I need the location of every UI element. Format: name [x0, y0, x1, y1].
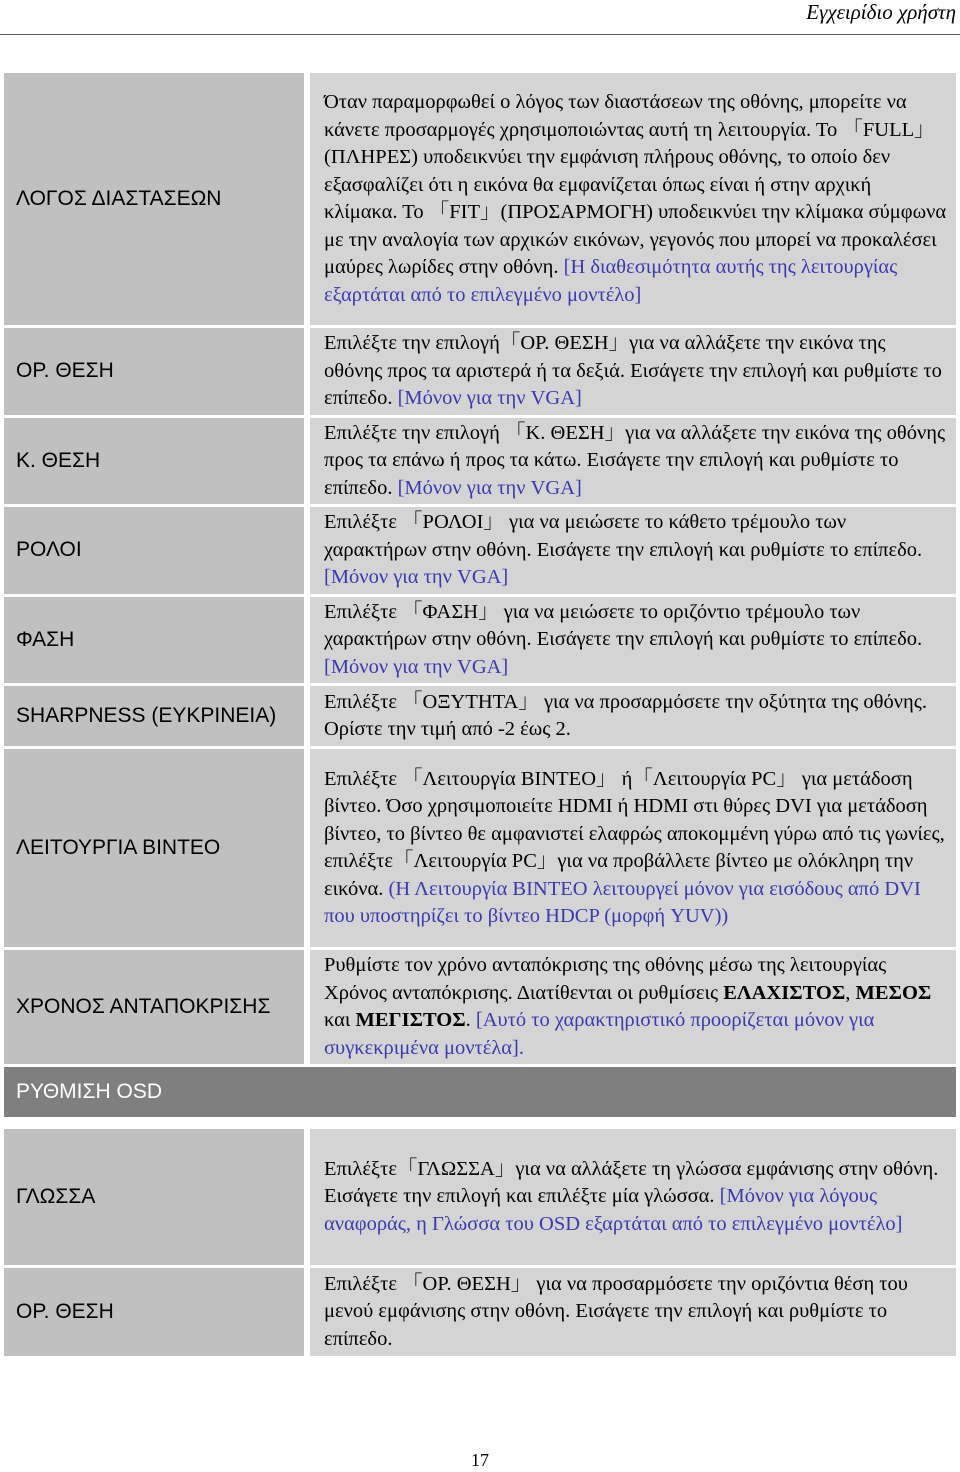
setting-description	[310, 507, 956, 594]
setting-label: ΛΟΓΟΣ ΔΙΑΣΤΑΣΕΩΝ	[4, 73, 310, 325]
description-text: Όταν παραμορφωθεί ο λόγος των διαστάσεων της οθόνης, μπορείτε να κάνετε προσαρμογές χρησιμοποιώντας αυτή τη λειτουργία. Το 「FULL」(ΠΛΗΡΕΣ) υποδεικνύει την εμφάνιση πλήρους οθόνης, το οποίο δεν εξασφαλίζει ότι η εικόνα θα εμφανίζεται όπως είναι ή στην αρχική κλίμακα. Το 「FIT」(ΠΡΟΣΑΡΜΟΓΗ) υποδεικνύει την κλίμακα σύμφωνα με την αναλογία των αρχικών εικόνων, γεγονός που μπορεί να προκαλέσει μαύρες λωρίδες στην οθόνη.	[324, 91, 947, 278]
description-text: Επιλέξτε 「ΟΡ. ΘΕΣΗ」 για να προσαρμόσετε την οριζόντια θέση του μενού εμφάνισης στην οθόνη. Εισάγετε την επιλογή και ρυθμίστε το επίπεδο.	[324, 1272, 908, 1350]
manual-title: Εγχειρίδιο χρήστη	[806, 0, 956, 24]
description-text: Επιλέξτε την επιλογή 「Κ. ΘΕΣΗ」για να αλλάξετε την εικόνα της οθόνης προς τα επάνω ή προς τα κάτω. Εισάγετε την επιλογή και ρυθμίστε το επίπεδο.	[324, 421, 946, 499]
table-row	[4, 1129, 956, 1265]
setting-description	[310, 950, 956, 1064]
description-text: Ρυθμίστε τον χρόνο ανταπόκρισης της οθόνης μέσω της λειτουργίας Χρόνος ανταπόκρισης. Διατίθενται οι ρυθμίσεις	[324, 954, 887, 1004]
availability-note: [Μόνον για την VGA]	[397, 476, 582, 499]
availability-note: [Μόνον για λόγους αναφοράς, η Γλώσσα του OSD εξαρτάται από το επιλεγμένο μοντέλο]	[324, 1185, 903, 1235]
setting-description	[310, 73, 956, 325]
spacer	[4, 1120, 956, 1126]
availability-note: [Μόνον για την VGA]	[324, 655, 509, 678]
setting-label: ΓΛΩΣΣΑ	[4, 1129, 310, 1265]
table-row	[4, 749, 956, 947]
description-text: και	[324, 1009, 356, 1031]
table-row	[4, 686, 956, 746]
page-number: 17	[471, 1450, 489, 1470]
description-text: ,	[845, 981, 856, 1004]
description-text: Επιλέξτε 「Λειτουργία ΒΙΝΤΕΟ」 ή「Λειτουργία PC」 για μετάδοση βίντεο. Όσο χρησιμοποιείτε HDMI ή HDMI στι θύρες DVI για μετάδοση βίντεο, το βίντεο θε αμφανιστεί ελαφρώς αποκομμένη γύρω από τις γωνίες, επιλέξτε「Λειτουργία PC」για να προβάλλετε βίντεο με ολόκληρη την εικόνα.	[324, 767, 945, 900]
availability-note: [Η διαθεσιμότητα αυτής της λειτουργίας εξαρτάται από το επιλεγμένο μοντέλο]	[324, 256, 898, 306]
section-title: ΡΥΘΜΙΣΗ OSD	[4, 1067, 956, 1117]
table-row	[4, 328, 956, 415]
setting-label: SHARPNESS (ΕΥΚΡΙΝΕΙΑ)	[4, 686, 310, 746]
option-name: ΜΕΓΙΣΤΟΣ	[355, 1009, 466, 1031]
table-row	[4, 418, 956, 505]
description-text: Επιλέξτε 「ΦΑΣΗ」 για να μειώσετε το οριζόντιο τρέμουλο των χαρακτήρων στην οθόνη. Εισάγετε την επιλογή και ρυθμίστε το επίπεδο.	[324, 600, 923, 650]
table-row	[4, 507, 956, 594]
setting-description	[310, 597, 956, 684]
setting-label: ΧΡΟΝΟΣ ΑΝΤΑΠΟΚΡΙΣΗΣ	[4, 950, 310, 1064]
option-name: ΜΕΣΟΣ	[855, 981, 932, 1004]
description-text: Επιλέξτε την επιλογή「ΟΡ. ΘΕΣΗ」για να αλλάξετε την εικόνα της οθόνης προς τα αριστερά ή τα δεξιά. Εισάγετε την επιλογή και ρυθμίστε το επίπεδο.	[324, 332, 942, 409]
setting-label: Κ. ΘΕΣΗ	[4, 418, 310, 505]
setting-description	[310, 418, 956, 505]
setting-description	[310, 1268, 956, 1356]
availability-note: [Αυτό το χαρακτηριστικό προορίζεται μόνον για συγκεκριμένα μοντέλα].	[324, 1009, 875, 1059]
page-header	[0, 0, 960, 35]
setting-label: ΦΑΣΗ	[4, 597, 310, 684]
section-header-row	[4, 1067, 956, 1117]
setting-label: ΟΡ. ΘΕΣΗ	[4, 1268, 310, 1356]
setting-description	[310, 328, 956, 415]
table-row	[4, 73, 956, 325]
setting-label: ΡΟΛΟΙ	[4, 507, 310, 594]
setting-label: ΟΡ. ΘΕΣΗ	[4, 328, 310, 415]
setting-description	[310, 1129, 956, 1265]
description-text: .	[465, 1009, 476, 1031]
setting-description	[310, 749, 956, 947]
description-text: Επιλέξτε 「ΡΟΛΟΙ」 για να μειώσετε το κάθετο τρέμουλο των χαρακτήρων στην οθόνη. Εισάγετε την επιλογή και ρυθμίστε το επίπεδο.	[324, 511, 923, 561]
availability-note: [Μόνον για την VGA]	[324, 566, 509, 588]
description-text: Επιλέξτε「ΓΛΩΣΣΑ」για να αλλάξετε τη γλώσσα εμφάνισης στην οθόνη. Εισάγετε την επιλογή και επιλέξτε μία γλώσσα.	[324, 1157, 939, 1208]
spacer-row	[4, 1120, 956, 1126]
setting-description	[310, 686, 956, 746]
table-row	[4, 597, 956, 684]
option-name: ΕΛΑΧΙΣΤΟΣ	[723, 981, 846, 1004]
description-text: Επιλέξτε 「ΟΞΥΤΗΤΑ」 για να προσαρμόσετε την οξύτητα της οθόνης. Ορίστε την τιμή από -2 έως 2.	[324, 690, 927, 740]
settings-table	[4, 70, 956, 1359]
setting-label: ΛΕΙΤΟΥΡΓΙΑ ΒΙΝΤΕΟ	[4, 749, 310, 947]
availability-note: [Μόνον για την VGA]	[397, 387, 582, 409]
availability-note: (Η Λειτουργία ΒΙΝΤΕΟ λειτουργεί μόνον για εισόδους από DVI που υποστηρίζει το βίντεο HDCP (μορφή YUV))	[324, 877, 921, 927]
table-row	[4, 1268, 956, 1356]
table-row	[4, 950, 956, 1064]
